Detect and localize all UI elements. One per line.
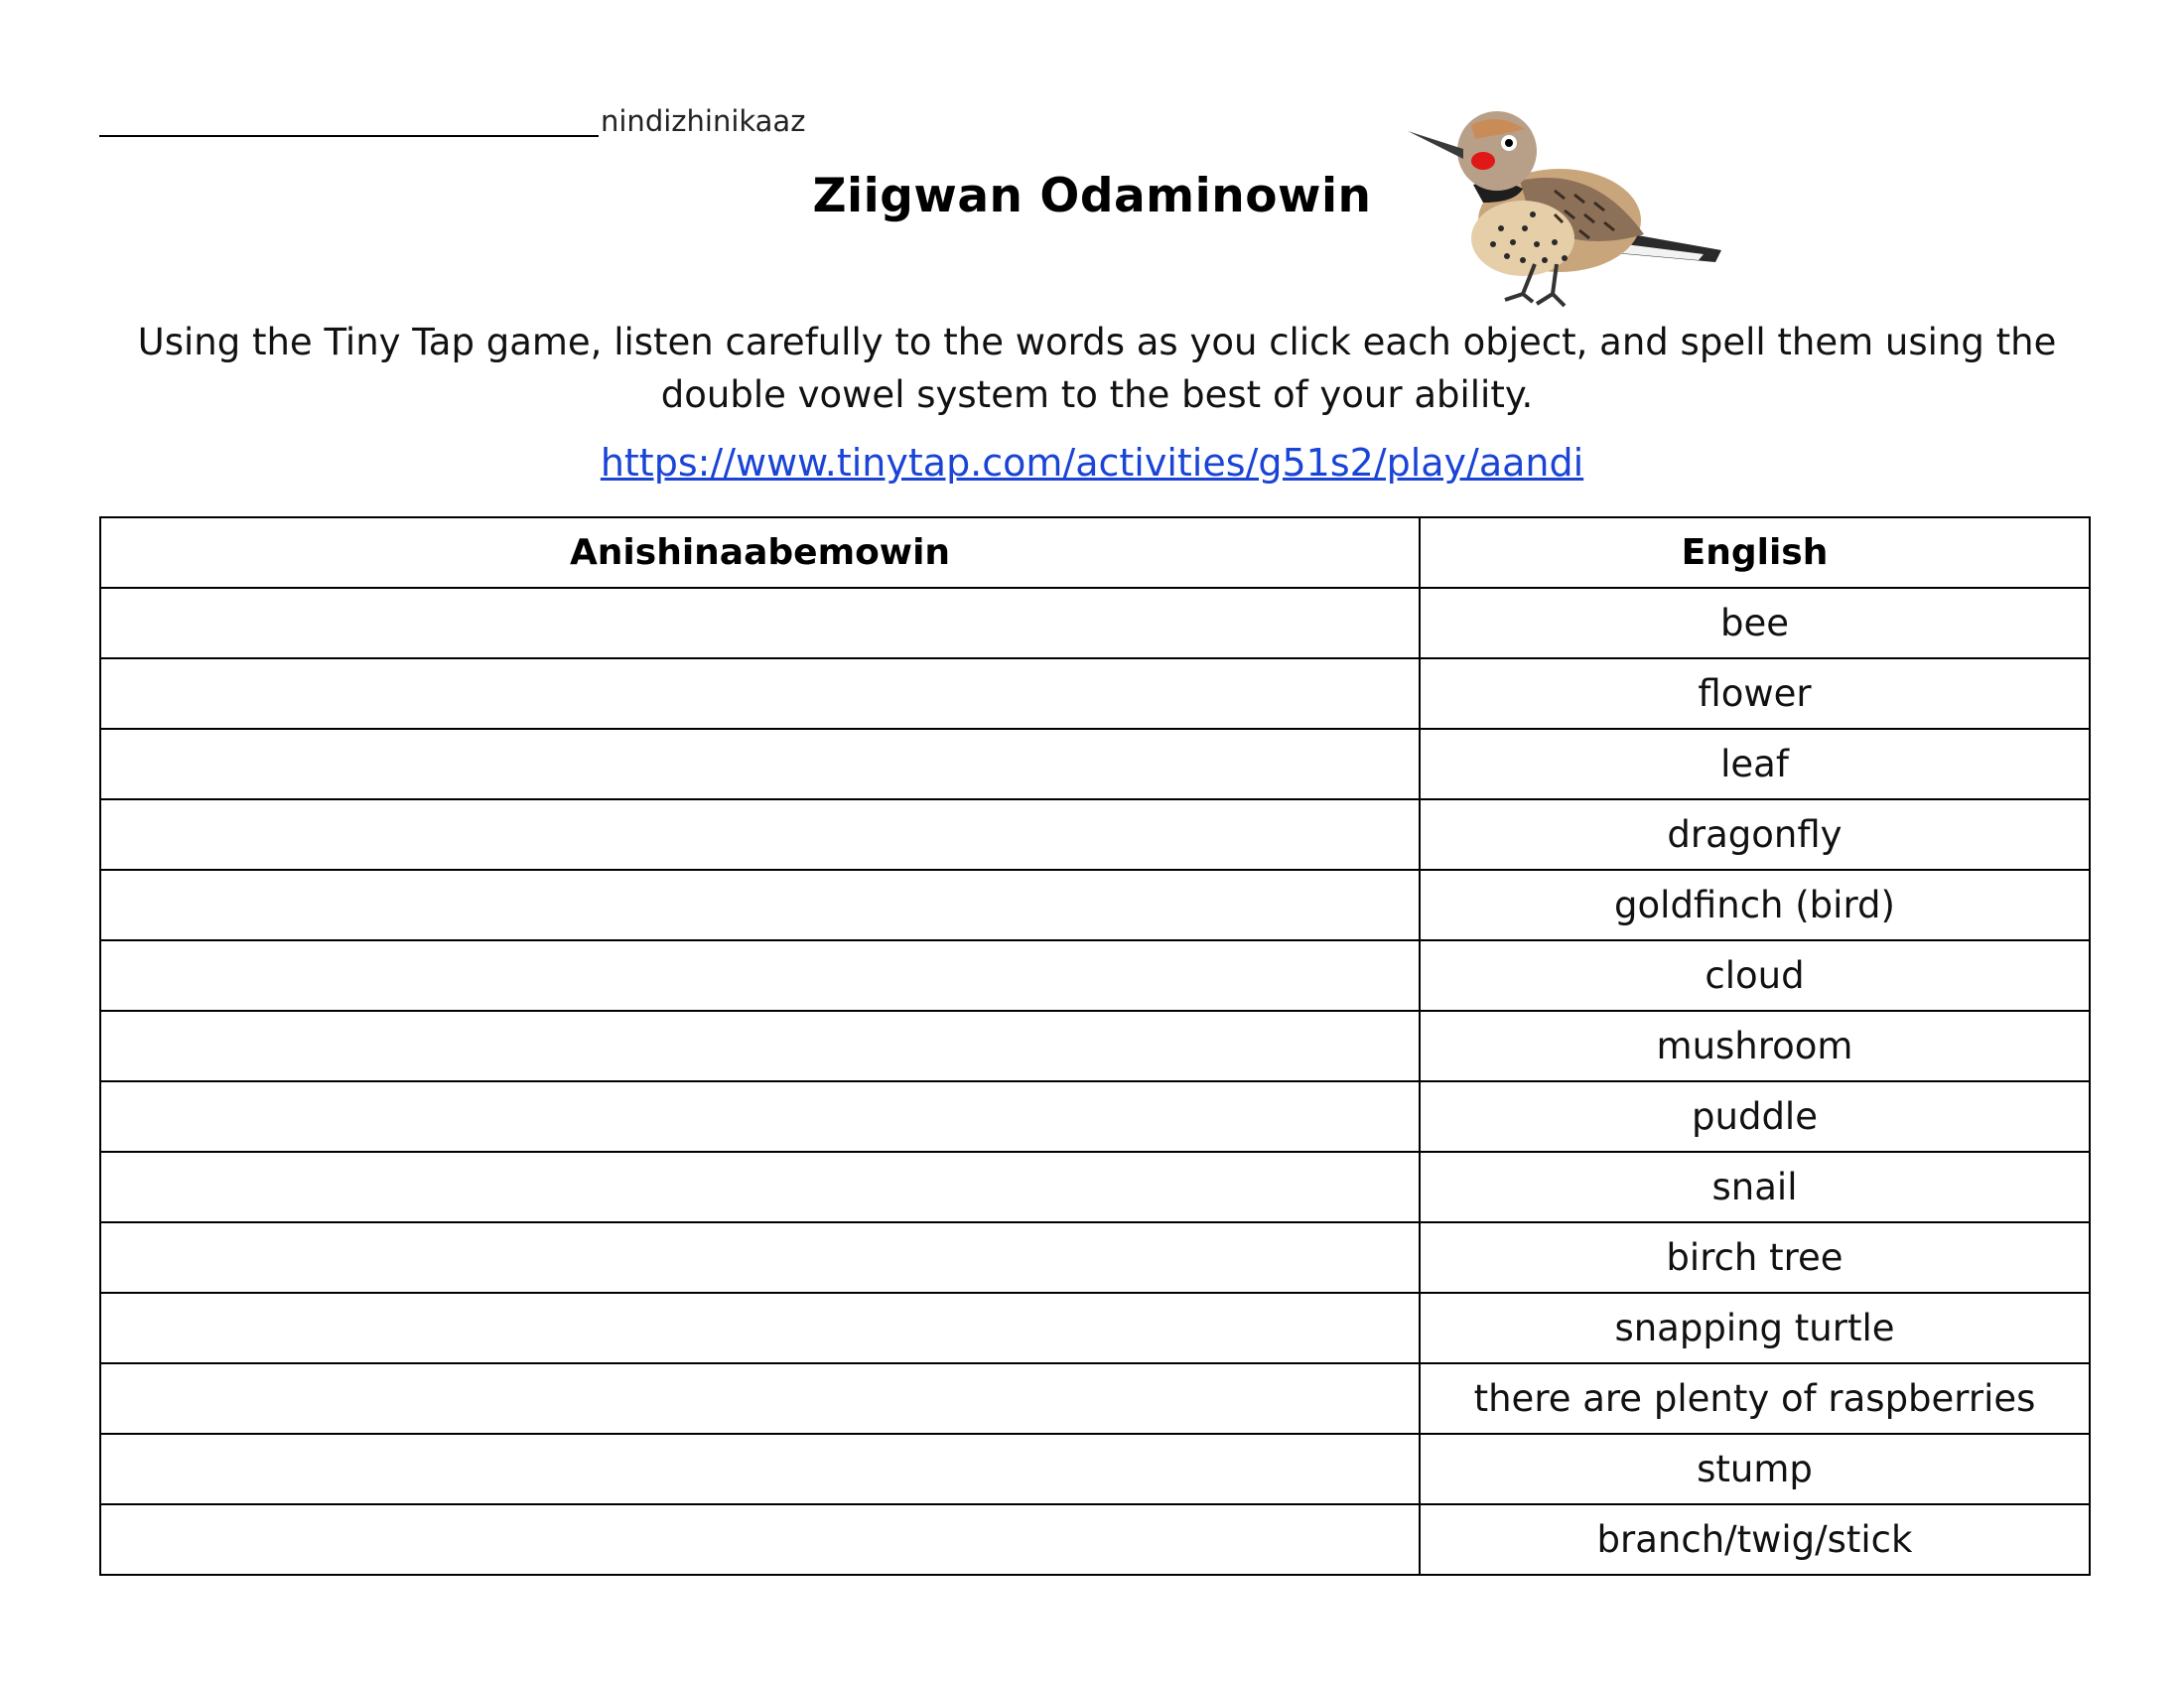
english-cell: leaf bbox=[1420, 729, 2090, 799]
instructions-text: Using the Tiny Tap game, listen carefully to the words as you click each object, and spell them using the double vowel system to the best of your ability. bbox=[137, 321, 2057, 416]
table-row bbox=[100, 588, 2090, 658]
english-cell: cloud bbox=[1420, 940, 2090, 1011]
tinytap-link-container bbox=[0, 441, 2184, 485]
anishinaabemowin-cell[interactable] bbox=[100, 588, 1420, 658]
table-row bbox=[100, 1011, 2090, 1081]
table-row bbox=[100, 658, 2090, 729]
anishinaabemowin-cell[interactable] bbox=[100, 1011, 1420, 1081]
name-line bbox=[99, 103, 805, 137]
flicker-bird-icon bbox=[1406, 103, 1733, 312]
english-cell: dragonfly bbox=[1420, 799, 2090, 870]
english-cell: branch/twig/stick bbox=[1420, 1504, 2090, 1575]
table-row bbox=[100, 940, 2090, 1011]
name-label: nindizhinikaaz bbox=[601, 104, 806, 138]
anishinaabemowin-cell[interactable] bbox=[100, 1152, 1420, 1222]
anishinaabemowin-cell[interactable] bbox=[100, 1434, 1420, 1504]
english-cell: bee bbox=[1420, 588, 2090, 658]
english-cell: snail bbox=[1420, 1152, 2090, 1222]
english-cell: stump bbox=[1420, 1434, 2090, 1504]
tinytap-link[interactable]: https://www.tinytap.com/activities/g51s2/play/aandi bbox=[600, 441, 1584, 485]
table-row bbox=[100, 1293, 2090, 1363]
table-row bbox=[100, 1152, 2090, 1222]
table-header-row bbox=[100, 517, 2090, 588]
table-row bbox=[100, 1081, 2090, 1152]
anishinaabemowin-cell[interactable] bbox=[100, 870, 1420, 940]
english-cell: birch tree bbox=[1420, 1222, 2090, 1293]
table-row bbox=[100, 1434, 2090, 1504]
english-cell: flower bbox=[1420, 658, 2090, 729]
table-row bbox=[100, 1363, 2090, 1434]
table-row bbox=[100, 1504, 2090, 1575]
english-cell: snapping turtle bbox=[1420, 1293, 2090, 1363]
anishinaabemowin-cell[interactable] bbox=[100, 940, 1420, 1011]
table-row bbox=[100, 870, 2090, 940]
vocabulary-table bbox=[99, 516, 2091, 1576]
column-header-english: English bbox=[1420, 517, 2090, 588]
name-blank[interactable] bbox=[99, 103, 599, 137]
anishinaabemowin-cell[interactable] bbox=[100, 1293, 1420, 1363]
english-cell: there are plenty of raspberries bbox=[1420, 1363, 2090, 1434]
anishinaabemowin-cell[interactable] bbox=[100, 1363, 1420, 1434]
anishinaabemowin-cell[interactable] bbox=[100, 658, 1420, 729]
anishinaabemowin-cell[interactable] bbox=[100, 1081, 1420, 1152]
table-row bbox=[100, 1222, 2090, 1293]
anishinaabemowin-cell[interactable] bbox=[100, 799, 1420, 870]
column-header-anishinaabemowin: Anishinaabemowin bbox=[100, 517, 1420, 588]
anishinaabemowin-cell[interactable] bbox=[100, 729, 1420, 799]
anishinaabemowin-cell[interactable] bbox=[100, 1222, 1420, 1293]
table-row bbox=[100, 799, 2090, 870]
anishinaabemowin-cell[interactable] bbox=[100, 1504, 1420, 1575]
table-row bbox=[100, 729, 2090, 799]
english-cell: mushroom bbox=[1420, 1011, 2090, 1081]
english-cell: puddle bbox=[1420, 1081, 2090, 1152]
english-cell: goldfinch (bird) bbox=[1420, 870, 2090, 940]
page-title: Ziigwan Odaminowin bbox=[812, 169, 1372, 223]
